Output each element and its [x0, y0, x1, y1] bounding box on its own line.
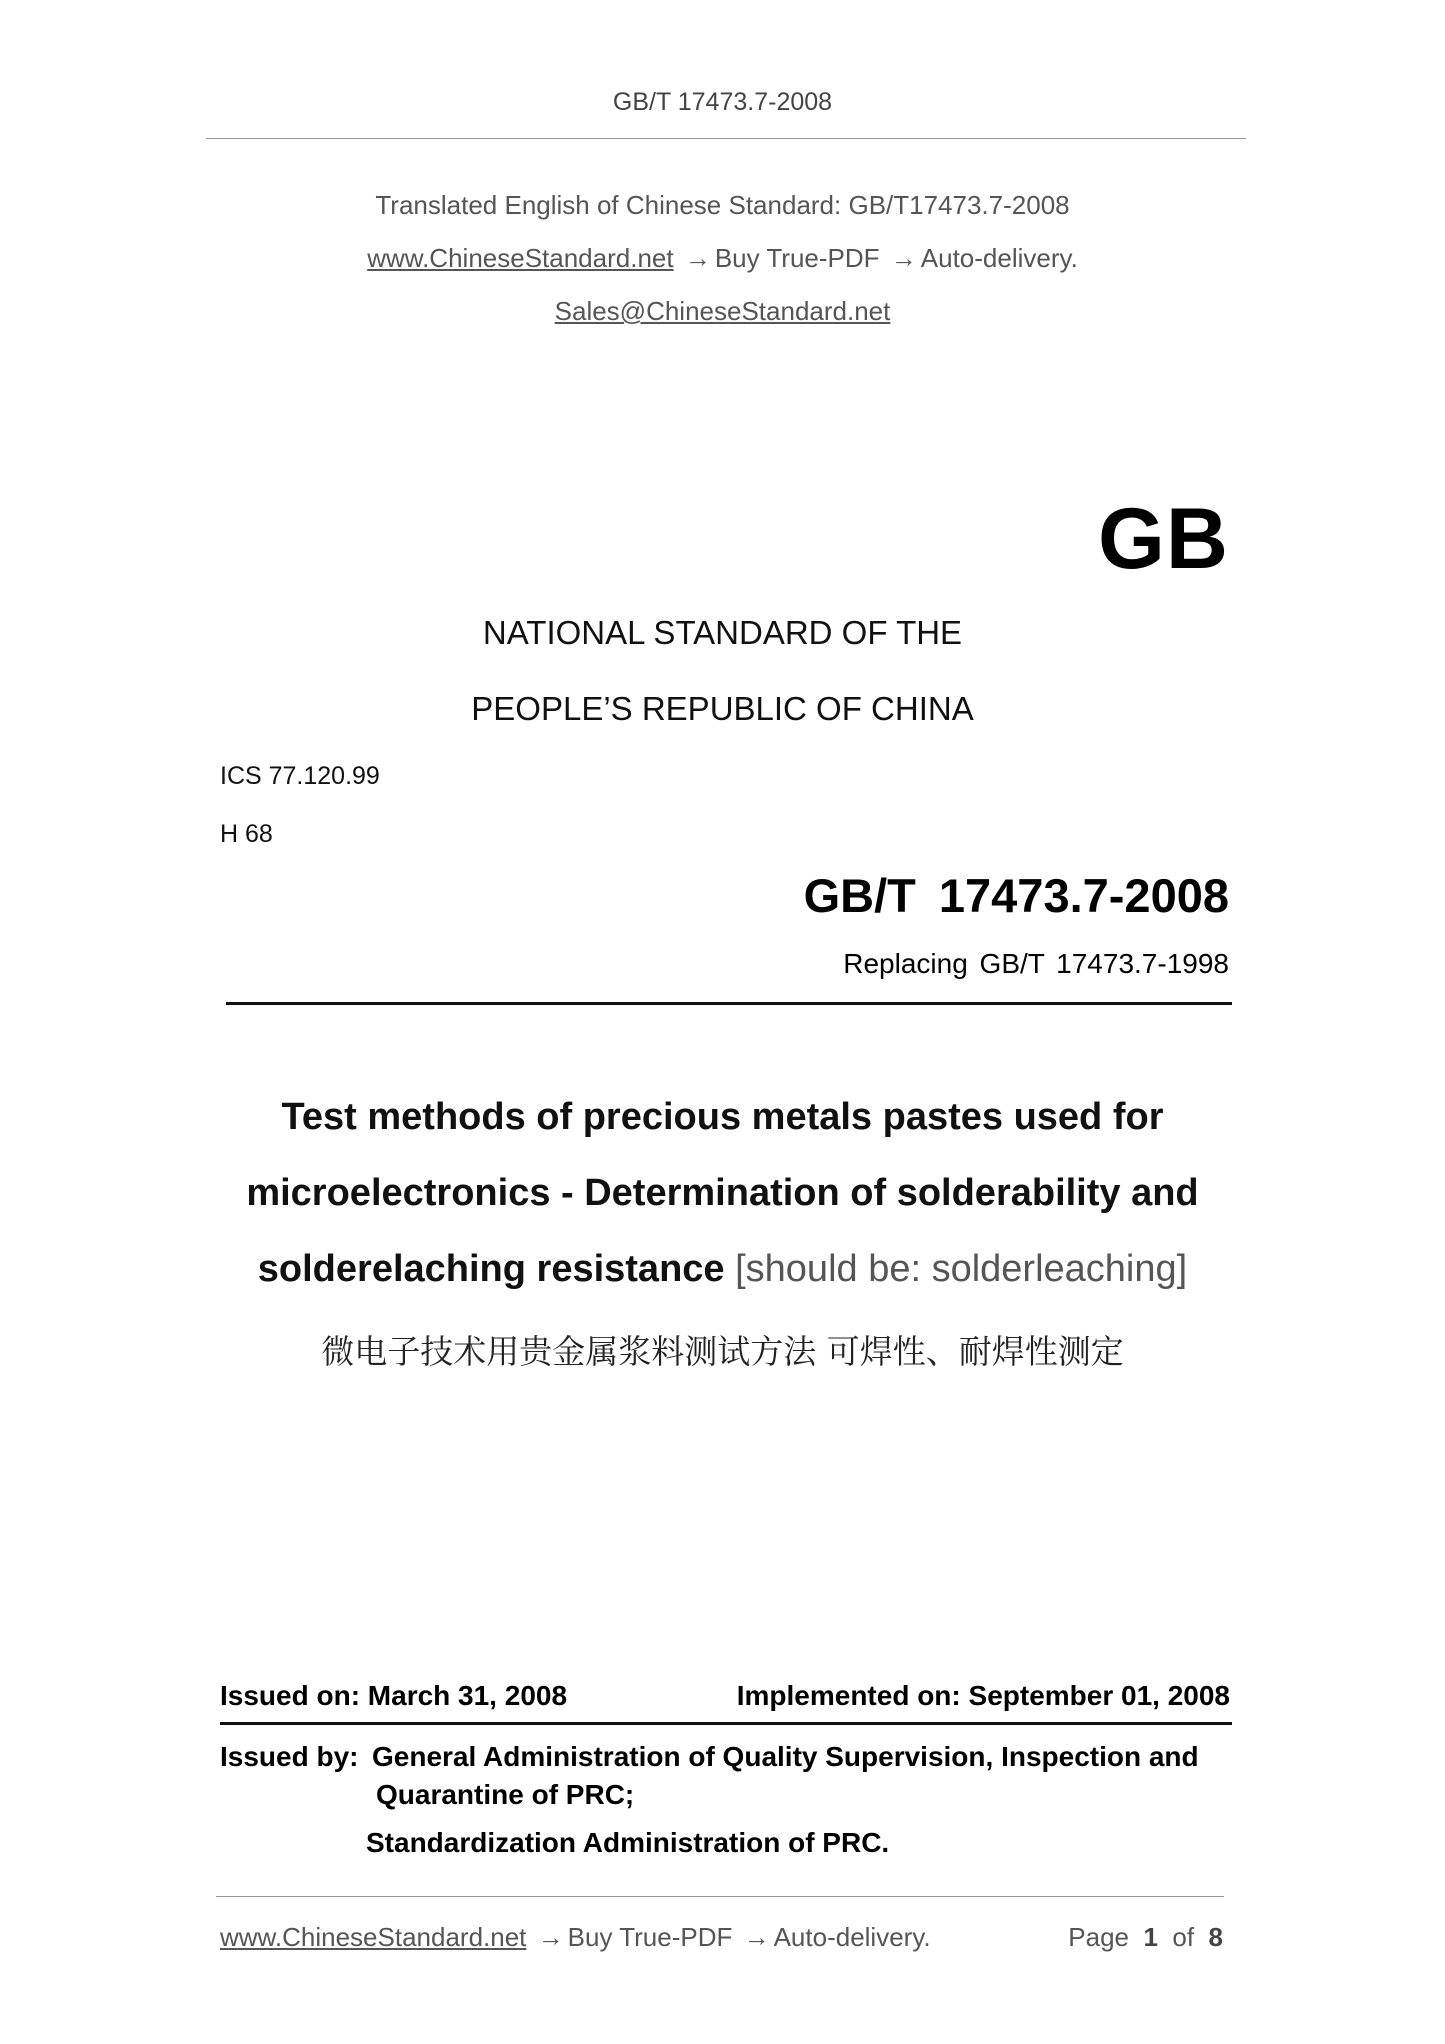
header-divider	[206, 138, 1246, 139]
promo-links-row	[0, 243, 1445, 274]
of-label: of	[1172, 1922, 1195, 1952]
footer-links	[220, 1922, 931, 1953]
page-indicator	[1068, 1922, 1223, 1953]
title-line3	[0, 1248, 1445, 1291]
national-standard-line2: PEOPLE’S REPUBLIC OF CHINA	[471, 690, 974, 727]
page-label: Page	[1068, 1922, 1130, 1952]
arrow-right-icon: →	[537, 1922, 564, 1952]
footer-buy-text: Buy True-PDF	[567, 1922, 733, 1952]
footer-divider	[216, 1896, 1224, 1897]
page-number: 1	[1143, 1922, 1158, 1952]
ics-code: ICS 77.120.99	[220, 762, 380, 790]
issuer-line2: Quarantine of PRC;	[376, 1779, 635, 1810]
site-link[interactable]: www.ChineseStandard.net	[367, 243, 674, 273]
promo-line: Translated English of Chinese Standard: GB/T17473.7-2008	[375, 190, 1070, 220]
footer-site-link[interactable]: www.ChineseStandard.net	[220, 1922, 527, 1952]
title-line2: microelectronics - Determination of solderability and	[246, 1172, 1199, 1214]
title-line3-text: solderelaching resistance	[257, 1248, 725, 1290]
issuer-line1: General Administration of Quality Supervision, Inspection and	[372, 1741, 1199, 1772]
title-correction-note: [should be: solderleaching]	[735, 1248, 1188, 1290]
promo-email-row	[0, 296, 1445, 327]
arrow-right-icon: →	[743, 1922, 770, 1952]
page-total: 8	[1208, 1922, 1223, 1952]
title-line1: Test methods of precious metals pastes used for	[281, 1096, 1164, 1138]
title-divider	[226, 1002, 1232, 1005]
chinese-title: 微电子技术用贵金属浆料测试方法 可焊性、耐焊性测定	[321, 1332, 1124, 1371]
issued-date: Issued on: March 31, 2008	[220, 1680, 568, 1711]
auto-delivery-text: Auto-delivery.	[920, 243, 1078, 273]
implemented-date: Implemented on: September 01, 2008	[736, 1680, 1230, 1711]
footer-delivery-text: Auto-delivery.	[773, 1922, 931, 1952]
sales-email-link[interactable]: Sales@ChineseStandard.net	[554, 296, 891, 326]
arrow-right-icon: →	[890, 243, 917, 273]
gb-logo: GB	[1098, 491, 1229, 587]
running-header: GB/T 17473.7-2008	[612, 88, 833, 116]
ccs-code: H 68	[220, 820, 273, 848]
replacing-standard: Replacing GB/T 17473.7-1998	[843, 948, 1229, 979]
dates-divider	[220, 1722, 1232, 1725]
issued-by-label: Issued by:	[220, 1741, 359, 1772]
national-standard-line1: NATIONAL STANDARD OF THE	[482, 614, 963, 651]
buy-true-pdf-text: Buy True-PDF	[714, 243, 880, 273]
issuer-line3: Standardization Administration of PRC.	[366, 1827, 890, 1858]
arrow-right-icon: →	[684, 243, 711, 273]
standard-number: GB/T 17473.7-2008	[803, 869, 1229, 922]
